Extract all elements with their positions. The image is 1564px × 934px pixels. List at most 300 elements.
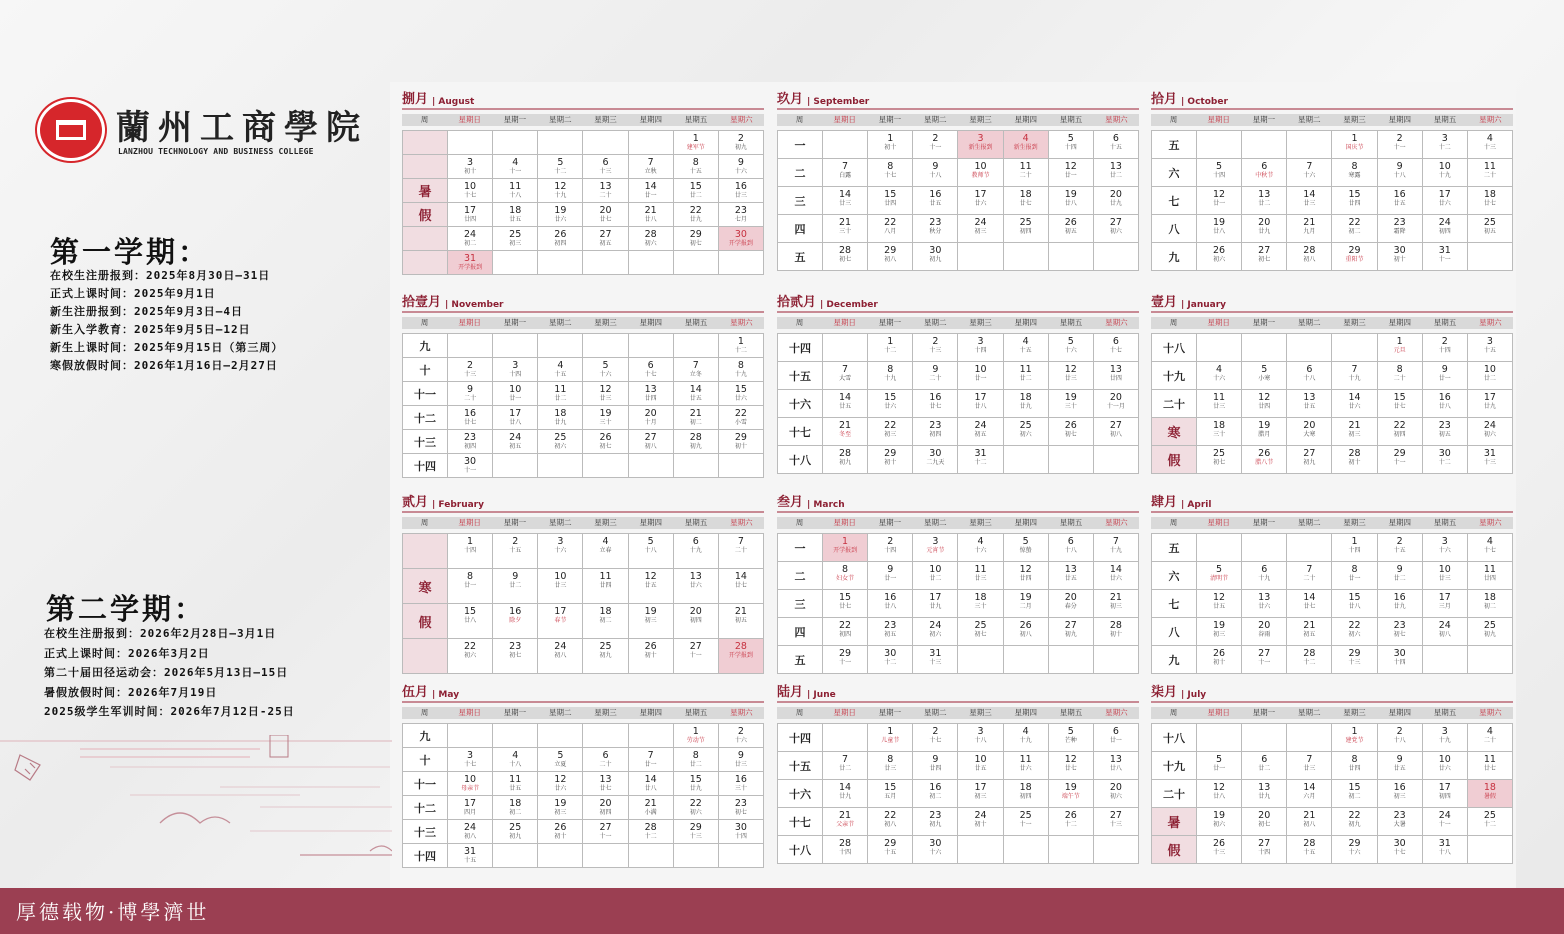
day-cell[interactable]: [1004, 808, 1049, 836]
day-cell[interactable]: [913, 808, 958, 836]
day-cell[interactable]: [1242, 752, 1287, 780]
day-cell[interactable]: [719, 179, 764, 203]
day-cell[interactable]: [583, 844, 628, 868]
day-cell[interactable]: [958, 562, 1003, 590]
day-cell[interactable]: [1049, 562, 1094, 590]
day-cell[interactable]: [493, 724, 538, 748]
day-cell[interactable]: [868, 646, 913, 674]
day-cell[interactable]: [1287, 362, 1332, 390]
day-cell[interactable]: [823, 334, 868, 362]
day-cell[interactable]: [493, 382, 538, 406]
day-cell[interactable]: [1197, 215, 1242, 243]
day-cell[interactable]: [583, 820, 628, 844]
day-cell[interactable]: [719, 155, 764, 179]
day-cell[interactable]: [493, 430, 538, 454]
day-cell[interactable]: [913, 646, 958, 674]
day-cell[interactable]: [583, 358, 628, 382]
day-cell[interactable]: [583, 227, 628, 251]
day-cell[interactable]: [1242, 159, 1287, 187]
day-cell[interactable]: [719, 251, 764, 275]
day-cell[interactable]: [958, 836, 1003, 864]
day-cell[interactable]: [913, 836, 958, 864]
day-cell[interactable]: [719, 382, 764, 406]
day-cell[interactable]: [1378, 724, 1423, 752]
day-cell[interactable]: [958, 362, 1003, 390]
day-cell[interactable]: [719, 430, 764, 454]
day-cell[interactable]: [1287, 562, 1332, 590]
day-cell[interactable]: [868, 724, 913, 752]
day-cell[interactable]: [1468, 390, 1513, 418]
day-cell[interactable]: [629, 820, 674, 844]
day-cell[interactable]: [448, 227, 493, 251]
day-cell[interactable]: [583, 131, 628, 155]
day-cell[interactable]: [493, 534, 538, 569]
day-cell[interactable]: [629, 358, 674, 382]
day-cell[interactable]: [629, 772, 674, 796]
day-cell[interactable]: [1197, 243, 1242, 271]
day-cell[interactable]: [583, 639, 628, 674]
day-cell[interactable]: [1287, 187, 1332, 215]
day-cell[interactable]: [913, 243, 958, 271]
day-cell[interactable]: [1197, 418, 1242, 446]
day-cell[interactable]: [583, 203, 628, 227]
day-cell[interactable]: [1423, 334, 1468, 362]
day-cell[interactable]: [823, 187, 868, 215]
day-cell[interactable]: [1332, 562, 1377, 590]
day-cell[interactable]: [958, 618, 1003, 646]
day-cell[interactable]: [1378, 590, 1423, 618]
day-cell[interactable]: [1468, 215, 1513, 243]
day-cell[interactable]: [448, 772, 493, 796]
day-cell[interactable]: [629, 724, 674, 748]
day-cell[interactable]: [958, 418, 1003, 446]
day-cell[interactable]: [448, 203, 493, 227]
day-cell[interactable]: [1242, 334, 1287, 362]
day-cell[interactable]: [868, 752, 913, 780]
day-cell[interactable]: [868, 562, 913, 590]
day-cell[interactable]: [1094, 534, 1139, 562]
day-cell[interactable]: [1378, 215, 1423, 243]
day-cell[interactable]: [868, 808, 913, 836]
day-cell[interactable]: [719, 820, 764, 844]
day-cell[interactable]: [1197, 159, 1242, 187]
day-cell[interactable]: [1332, 131, 1377, 159]
day-cell[interactable]: [1049, 780, 1094, 808]
day-cell[interactable]: [493, 179, 538, 203]
day-cell[interactable]: [448, 724, 493, 748]
day-cell[interactable]: [448, 820, 493, 844]
day-cell[interactable]: [1197, 362, 1242, 390]
day-cell[interactable]: [629, 454, 674, 478]
day-cell[interactable]: [868, 159, 913, 187]
day-cell[interactable]: [719, 334, 764, 358]
day-cell[interactable]: [1378, 562, 1423, 590]
day-cell[interactable]: [1094, 618, 1139, 646]
day-cell[interactable]: [1242, 446, 1287, 474]
day-cell[interactable]: [674, 534, 719, 569]
day-cell[interactable]: [719, 772, 764, 796]
day-cell[interactable]: [823, 780, 868, 808]
day-cell[interactable]: [1423, 215, 1468, 243]
day-cell[interactable]: [538, 534, 583, 569]
day-cell[interactable]: [1468, 418, 1513, 446]
day-cell[interactable]: [958, 534, 1003, 562]
day-cell[interactable]: [538, 131, 583, 155]
day-cell[interactable]: [1378, 243, 1423, 271]
day-cell[interactable]: [1049, 752, 1094, 780]
day-cell[interactable]: [719, 203, 764, 227]
day-cell[interactable]: [1468, 618, 1513, 646]
day-cell[interactable]: [1287, 534, 1332, 562]
day-cell[interactable]: [538, 454, 583, 478]
day-cell[interactable]: [1332, 724, 1377, 752]
day-cell[interactable]: [823, 646, 868, 674]
day-cell[interactable]: [1004, 562, 1049, 590]
day-cell[interactable]: [913, 418, 958, 446]
day-cell[interactable]: [1468, 562, 1513, 590]
day-cell[interactable]: [493, 155, 538, 179]
day-cell[interactable]: [1049, 187, 1094, 215]
day-cell[interactable]: [629, 430, 674, 454]
day-cell[interactable]: [1468, 159, 1513, 187]
day-cell[interactable]: [448, 251, 493, 275]
day-cell[interactable]: [583, 334, 628, 358]
day-cell[interactable]: [583, 454, 628, 478]
day-cell[interactable]: [674, 796, 719, 820]
day-cell[interactable]: [1332, 534, 1377, 562]
day-cell[interactable]: [1197, 390, 1242, 418]
day-cell[interactable]: [1004, 590, 1049, 618]
day-cell[interactable]: [868, 390, 913, 418]
day-cell[interactable]: [1287, 646, 1332, 674]
day-cell[interactable]: [958, 187, 1003, 215]
day-cell[interactable]: [629, 251, 674, 275]
day-cell[interactable]: [674, 251, 719, 275]
day-cell[interactable]: [674, 203, 719, 227]
day-cell[interactable]: [823, 243, 868, 271]
day-cell[interactable]: [493, 748, 538, 772]
day-cell[interactable]: [913, 362, 958, 390]
day-cell[interactable]: [493, 454, 538, 478]
day-cell[interactable]: [1378, 446, 1423, 474]
day-cell[interactable]: [1423, 159, 1468, 187]
day-cell[interactable]: [448, 748, 493, 772]
day-cell[interactable]: [1423, 418, 1468, 446]
day-cell[interactable]: [1332, 780, 1377, 808]
day-cell[interactable]: [1004, 215, 1049, 243]
day-cell[interactable]: [823, 808, 868, 836]
day-cell[interactable]: [629, 334, 674, 358]
day-cell[interactable]: [1378, 334, 1423, 362]
day-cell[interactable]: [1332, 243, 1377, 271]
day-cell[interactable]: [583, 569, 628, 604]
day-cell[interactable]: [1004, 446, 1049, 474]
day-cell[interactable]: [719, 358, 764, 382]
day-cell[interactable]: [583, 251, 628, 275]
day-cell[interactable]: [493, 131, 538, 155]
day-cell[interactable]: [448, 604, 493, 639]
day-cell[interactable]: [1094, 446, 1139, 474]
day-cell[interactable]: [719, 844, 764, 868]
day-cell[interactable]: [1332, 752, 1377, 780]
day-cell[interactable]: [674, 748, 719, 772]
day-cell[interactable]: [583, 796, 628, 820]
day-cell[interactable]: [493, 604, 538, 639]
day-cell[interactable]: [538, 772, 583, 796]
day-cell[interactable]: [583, 430, 628, 454]
day-cell[interactable]: [1423, 780, 1468, 808]
day-cell[interactable]: [1332, 187, 1377, 215]
day-cell[interactable]: [1468, 724, 1513, 752]
day-cell[interactable]: [868, 446, 913, 474]
day-cell[interactable]: [913, 390, 958, 418]
day-cell[interactable]: [1004, 362, 1049, 390]
day-cell[interactable]: [823, 724, 868, 752]
day-cell[interactable]: [538, 358, 583, 382]
day-cell[interactable]: [823, 418, 868, 446]
day-cell[interactable]: [1378, 836, 1423, 864]
day-cell[interactable]: [538, 430, 583, 454]
day-cell[interactable]: [629, 155, 674, 179]
day-cell[interactable]: [1423, 562, 1468, 590]
day-cell[interactable]: [493, 772, 538, 796]
day-cell[interactable]: [719, 131, 764, 155]
day-cell[interactable]: [493, 569, 538, 604]
day-cell[interactable]: [1378, 808, 1423, 836]
day-cell[interactable]: [1049, 362, 1094, 390]
day-cell[interactable]: [448, 534, 493, 569]
day-cell[interactable]: [958, 808, 1003, 836]
day-cell[interactable]: [1094, 780, 1139, 808]
day-cell[interactable]: [1242, 390, 1287, 418]
day-cell[interactable]: [1332, 159, 1377, 187]
day-cell[interactable]: [913, 159, 958, 187]
day-cell[interactable]: [1197, 724, 1242, 752]
day-cell[interactable]: [448, 131, 493, 155]
day-cell[interactable]: [1423, 752, 1468, 780]
day-cell[interactable]: [1197, 780, 1242, 808]
day-cell[interactable]: [629, 844, 674, 868]
day-cell[interactable]: [823, 590, 868, 618]
day-cell[interactable]: [1094, 362, 1139, 390]
day-cell[interactable]: [538, 820, 583, 844]
day-cell[interactable]: [1197, 752, 1242, 780]
day-cell[interactable]: [1378, 752, 1423, 780]
day-cell[interactable]: [538, 604, 583, 639]
day-cell[interactable]: [1287, 215, 1332, 243]
day-cell[interactable]: [674, 844, 719, 868]
day-cell[interactable]: [1242, 534, 1287, 562]
day-cell[interactable]: [1423, 131, 1468, 159]
day-cell[interactable]: [958, 390, 1003, 418]
day-cell[interactable]: [913, 590, 958, 618]
day-cell[interactable]: [719, 796, 764, 820]
day-cell[interactable]: [674, 131, 719, 155]
day-cell[interactable]: [538, 382, 583, 406]
day-cell[interactable]: [913, 446, 958, 474]
day-cell[interactable]: [674, 604, 719, 639]
day-cell[interactable]: [1332, 362, 1377, 390]
day-cell[interactable]: [448, 569, 493, 604]
day-cell[interactable]: [1049, 618, 1094, 646]
day-cell[interactable]: [1242, 131, 1287, 159]
day-cell[interactable]: [1287, 334, 1332, 362]
day-cell[interactable]: [583, 534, 628, 569]
day-cell[interactable]: [1004, 724, 1049, 752]
day-cell[interactable]: [493, 406, 538, 430]
day-cell[interactable]: [493, 844, 538, 868]
day-cell[interactable]: [1287, 618, 1332, 646]
day-cell[interactable]: [868, 243, 913, 271]
day-cell[interactable]: [868, 836, 913, 864]
day-cell[interactable]: [1004, 131, 1049, 159]
day-cell[interactable]: [1094, 418, 1139, 446]
day-cell[interactable]: [1197, 534, 1242, 562]
day-cell[interactable]: [674, 820, 719, 844]
day-cell[interactable]: [1094, 836, 1139, 864]
day-cell[interactable]: [868, 362, 913, 390]
day-cell[interactable]: [1049, 646, 1094, 674]
day-cell[interactable]: [583, 179, 628, 203]
day-cell[interactable]: [958, 752, 1003, 780]
day-cell[interactable]: [1468, 752, 1513, 780]
day-cell[interactable]: [1332, 646, 1377, 674]
day-cell[interactable]: [629, 179, 674, 203]
day-cell[interactable]: [719, 227, 764, 251]
day-cell[interactable]: [583, 382, 628, 406]
day-cell[interactable]: [674, 724, 719, 748]
day-cell[interactable]: [629, 227, 674, 251]
day-cell[interactable]: [1242, 243, 1287, 271]
day-cell[interactable]: [1094, 752, 1139, 780]
day-cell[interactable]: [823, 618, 868, 646]
day-cell[interactable]: [1423, 618, 1468, 646]
day-cell[interactable]: [913, 534, 958, 562]
day-cell[interactable]: [448, 334, 493, 358]
day-cell[interactable]: [868, 590, 913, 618]
day-cell[interactable]: [1197, 446, 1242, 474]
day-cell[interactable]: [1242, 646, 1287, 674]
day-cell[interactable]: [1423, 534, 1468, 562]
day-cell[interactable]: [1287, 590, 1332, 618]
day-cell[interactable]: [1049, 243, 1094, 271]
day-cell[interactable]: [1004, 534, 1049, 562]
day-cell[interactable]: [1197, 646, 1242, 674]
day-cell[interactable]: [1378, 131, 1423, 159]
day-cell[interactable]: [448, 796, 493, 820]
day-cell[interactable]: [538, 569, 583, 604]
day-cell[interactable]: [538, 334, 583, 358]
day-cell[interactable]: [1468, 646, 1513, 674]
day-cell[interactable]: [1049, 418, 1094, 446]
day-cell[interactable]: [913, 780, 958, 808]
day-cell[interactable]: [674, 639, 719, 674]
day-cell[interactable]: [448, 179, 493, 203]
day-cell[interactable]: [1004, 618, 1049, 646]
day-cell[interactable]: [1049, 724, 1094, 752]
day-cell[interactable]: [1094, 159, 1139, 187]
day-cell[interactable]: [958, 334, 1003, 362]
day-cell[interactable]: [538, 203, 583, 227]
day-cell[interactable]: [674, 569, 719, 604]
day-cell[interactable]: [448, 430, 493, 454]
day-cell[interactable]: [1004, 159, 1049, 187]
day-cell[interactable]: [868, 215, 913, 243]
day-cell[interactable]: [1423, 446, 1468, 474]
day-cell[interactable]: [1242, 780, 1287, 808]
day-cell[interactable]: [1287, 418, 1332, 446]
day-cell[interactable]: [823, 159, 868, 187]
day-cell[interactable]: [629, 382, 674, 406]
day-cell[interactable]: [958, 446, 1003, 474]
day-cell[interactable]: [1242, 362, 1287, 390]
day-cell[interactable]: [448, 358, 493, 382]
day-cell[interactable]: [958, 243, 1003, 271]
day-cell[interactable]: [674, 406, 719, 430]
day-cell[interactable]: [1468, 590, 1513, 618]
day-cell[interactable]: [583, 772, 628, 796]
day-cell[interactable]: [674, 358, 719, 382]
day-cell[interactable]: [913, 215, 958, 243]
day-cell[interactable]: [1332, 418, 1377, 446]
day-cell[interactable]: [823, 752, 868, 780]
day-cell[interactable]: [1197, 808, 1242, 836]
day-cell[interactable]: [674, 179, 719, 203]
day-cell[interactable]: [1378, 390, 1423, 418]
day-cell[interactable]: [823, 446, 868, 474]
day-cell[interactable]: [629, 639, 674, 674]
day-cell[interactable]: [1094, 215, 1139, 243]
day-cell[interactable]: [1287, 446, 1332, 474]
day-cell[interactable]: [1242, 215, 1287, 243]
day-cell[interactable]: [1423, 362, 1468, 390]
day-cell[interactable]: [1004, 752, 1049, 780]
day-cell[interactable]: [1242, 618, 1287, 646]
day-cell[interactable]: [1004, 390, 1049, 418]
day-cell[interactable]: [1332, 836, 1377, 864]
day-cell[interactable]: [1004, 646, 1049, 674]
day-cell[interactable]: [538, 251, 583, 275]
day-cell[interactable]: [1378, 187, 1423, 215]
day-cell[interactable]: [583, 604, 628, 639]
day-cell[interactable]: [868, 618, 913, 646]
day-cell[interactable]: [1332, 590, 1377, 618]
day-cell[interactable]: [538, 406, 583, 430]
day-cell[interactable]: [868, 334, 913, 362]
day-cell[interactable]: [1378, 418, 1423, 446]
day-cell[interactable]: [1287, 131, 1332, 159]
day-cell[interactable]: [629, 406, 674, 430]
day-cell[interactable]: [958, 215, 1003, 243]
day-cell[interactable]: [629, 796, 674, 820]
day-cell[interactable]: [1242, 808, 1287, 836]
day-cell[interactable]: [913, 752, 958, 780]
day-cell[interactable]: [448, 406, 493, 430]
day-cell[interactable]: [674, 454, 719, 478]
day-cell[interactable]: [1094, 334, 1139, 362]
day-cell[interactable]: [1049, 534, 1094, 562]
day-cell[interactable]: [1378, 646, 1423, 674]
day-cell[interactable]: [493, 639, 538, 674]
day-cell[interactable]: [1049, 334, 1094, 362]
day-cell[interactable]: [1468, 808, 1513, 836]
day-cell[interactable]: [583, 724, 628, 748]
day-cell[interactable]: [1049, 131, 1094, 159]
day-cell[interactable]: [448, 639, 493, 674]
day-cell[interactable]: [719, 724, 764, 748]
day-cell[interactable]: [1468, 362, 1513, 390]
day-cell[interactable]: [719, 748, 764, 772]
